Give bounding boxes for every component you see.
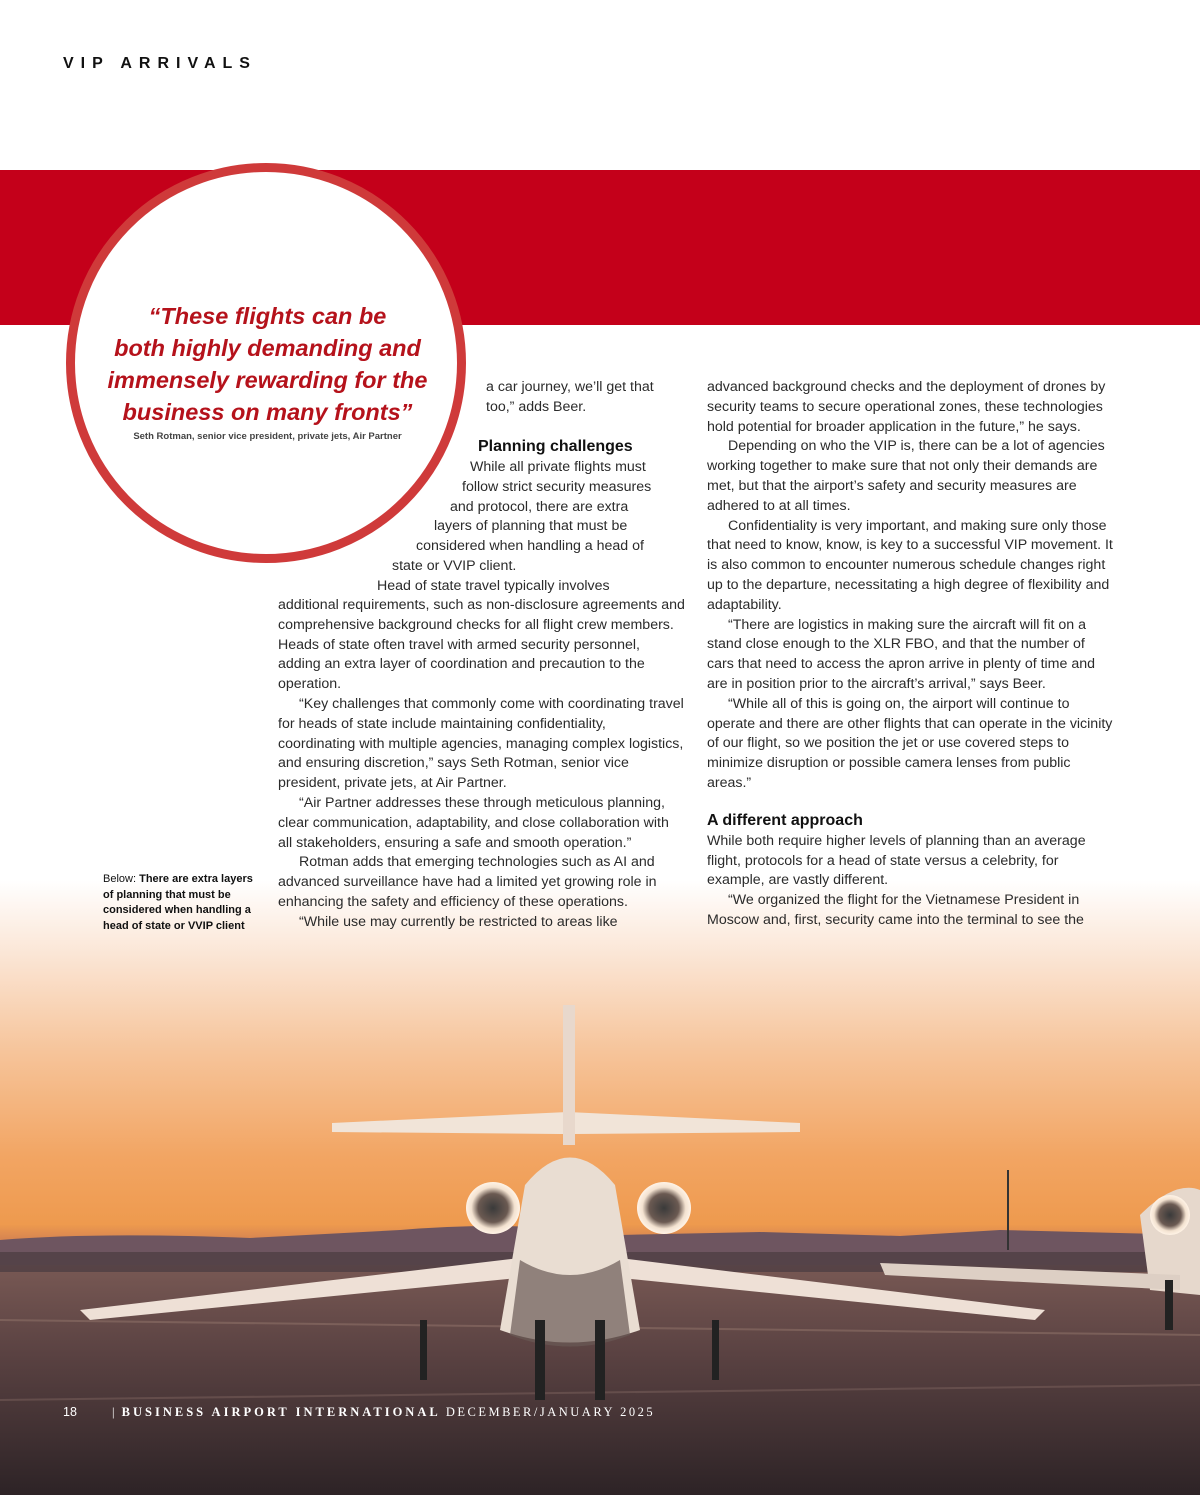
- subheading-different-approach: A different approach: [707, 811, 863, 829]
- column-2: [707, 378, 1115, 931]
- body-line: considered when handling a head of: [416, 538, 644, 555]
- subheading-planning-challenges-wrap: [478, 436, 688, 458]
- body-line: too,” adds Beer.: [486, 398, 587, 415]
- body-paragraph: “Air Partner addresses these through meticulous planning, clear communication, adaptability, and close collaboration with all stakeholders, ensuring a safe and smooth operation.”: [278, 794, 669, 851]
- page-footer: [63, 1405, 655, 1420]
- body-paragraph: “There are logistics in making sure the aircraft will fit on a stand close enough to the XLR FBO, and that the number of cars that need to access the apron arrive in plenty of time and are in position prior to the aircraft’s arrival,” says Beer.: [707, 616, 1096, 692]
- body-line: layers of planning that must be: [434, 518, 628, 535]
- body-line: and protocol, there are extra: [450, 498, 629, 515]
- body-line: Head of state travel typically involves: [377, 577, 610, 594]
- publication-name: BUSINESS AIRPORT INTERNATIONAL: [121, 1405, 441, 1419]
- footer-separator: |: [112, 1405, 117, 1419]
- subheading-planning-challenges: Planning challenges: [478, 438, 633, 455]
- body-line: While all private flights must: [470, 459, 646, 475]
- pull-quote-attribution: Seth Rotman, senior vice president, private jets, Air Partner: [133, 431, 402, 442]
- body-paragraph: “While use may currently be restricted to areas like: [299, 913, 618, 930]
- pull-quote-line: business on many fronts”: [122, 399, 413, 425]
- body-paragraph: While both require higher levels of planning than an average flight, protocols for a head of state versus a celebrity, for example, are vastly different.: [707, 832, 1086, 889]
- column-1: [278, 596, 686, 933]
- body-paragraph: “We organized the flight for the Vietnamese President in Moscow and, first, security came into the terminal to see the: [707, 892, 1084, 928]
- body-paragraph: advanced background checks and the deployment of drones by security teams to secure operational zones, these technologies hold potential for broader application in the future,” he says.: [707, 379, 1106, 435]
- pull-quote-line: “These flights can be: [148, 303, 387, 329]
- body-paragraph: “While all of this is going on, the airport will continue to operate and there are other flights that can operate in the vicinity of our flight, so we position the jet or use covered steps to minimize disruption or possible camera lenses from public areas.”: [707, 695, 1113, 791]
- body-line: state or VVIP client.: [392, 557, 517, 574]
- caption-lead: Below:: [103, 873, 137, 885]
- body-line: follow strict security measures: [462, 478, 652, 495]
- photo-caption: [103, 872, 263, 934]
- body-paragraph: additional requirements, such as non-disclosure agreements and comprehensive background checks for all flight crew members. Heads of state often travel with armed security personnel, adding an extra layer of coordination and precaution to the operation.: [278, 597, 685, 693]
- body-line: a car journey, we’ll get that: [486, 379, 654, 395]
- issue-date: DECEMBER/JANUARY 2025: [445, 1405, 656, 1419]
- pull-quote-line: both highly demanding and: [114, 335, 421, 361]
- column-1-inset: [278, 458, 684, 597]
- pull-quote-line: immensely rewarding for the: [107, 367, 428, 393]
- section-label: VIP ARRIVALS: [63, 55, 257, 72]
- body-paragraph: Confidentiality is very important, and making sure only those that need to know, know, is key to a successful VIP movement. It is also common to encounter numerous schedule changes right up to the departure, necessitating a high degree of flexibility and adaptability.: [707, 517, 1113, 613]
- body-paragraph: Depending on who the VIP is, there can be a lot of agencies working together to make sure that not only their demands are met, but that the airport’s safety and security measures are adhered to at all times.: [707, 438, 1105, 514]
- body-paragraph: “Key challenges that commonly come with coordinating travel for heads of state include maintaining confidentiality, coordinating with multiple agencies, managing complex logistics, and ensuring discretion,” says Seth Rotman, senior vice president, private jets, at Air Partner.: [278, 695, 684, 792]
- hero-photo-private-jet-at-sunset: [0, 880, 1200, 1495]
- page-number: 18: [63, 1405, 77, 1419]
- caption-text: There are extra layers of planning that must be considered when handling a head of state or VVIP client: [103, 873, 253, 932]
- body-paragraph: Rotman adds that emerging technologies such as AI and advanced surveillance have had a limited yet growing role in enhancing the safety and efficiency of these operations.: [278, 854, 657, 910]
- pull-quote: [95, 300, 440, 428]
- column-1-wrap: [486, 378, 686, 418]
